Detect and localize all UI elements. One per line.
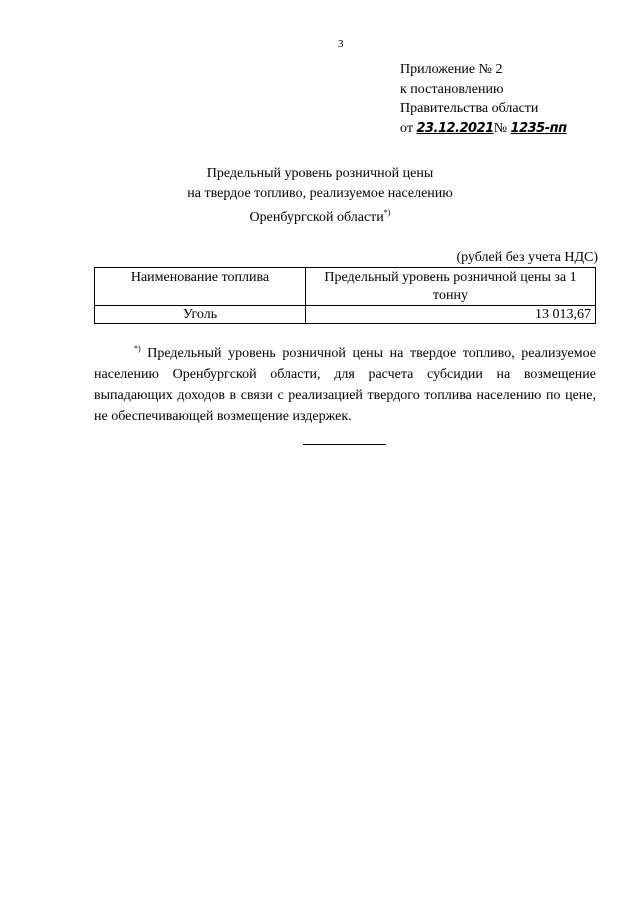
units-note: (рублей без учета НДС)	[456, 250, 598, 265]
title-line-1: Предельный уровень розничной цены	[206, 166, 434, 181]
date-prefix: от	[400, 120, 413, 136]
header-fuel-name: Наименование топлива	[95, 268, 306, 306]
handwritten-date: 23.12.2021	[416, 120, 494, 136]
appendix-line-2: к постановлению	[400, 81, 504, 97]
price-table	[94, 267, 596, 324]
table-header-row	[95, 268, 596, 306]
table-row	[95, 306, 596, 324]
footnote-mark: *)	[134, 344, 141, 353]
cell-price: 13 013,67	[306, 306, 596, 324]
header-price: Предельный уровень розничной цены за 1 тонну	[306, 268, 596, 306]
title-line-2: на твердое топливо, реализуемое населению	[187, 185, 453, 201]
document-title	[0, 164, 640, 228]
appendix-date-line	[400, 119, 567, 139]
appendix-block	[400, 60, 567, 138]
page-number: 3	[338, 38, 344, 50]
appendix-line-1: Приложение № 2	[400, 62, 503, 77]
end-divider	[303, 444, 386, 445]
appendix-line-3: Правительства области	[400, 101, 539, 116]
title-footnote-mark: *)	[383, 208, 391, 217]
handwritten-number: 1235-пп	[510, 120, 567, 136]
footnote	[94, 338, 596, 427]
title-line-3	[0, 203, 640, 228]
cell-fuel: Уголь	[95, 306, 306, 324]
title-line-3-text: Оренбургской области	[249, 210, 384, 225]
footnote-text: Предельный уровень розничной цены на твердое топливо, реализуемое населению Оренбургской области, для расчета субсидии на возмещение выпадающих доходов в связи с реализацией твердого топлива населению по цене, не обеспечивающей возмещение издержек.	[94, 346, 596, 424]
number-sign: №	[493, 120, 508, 136]
